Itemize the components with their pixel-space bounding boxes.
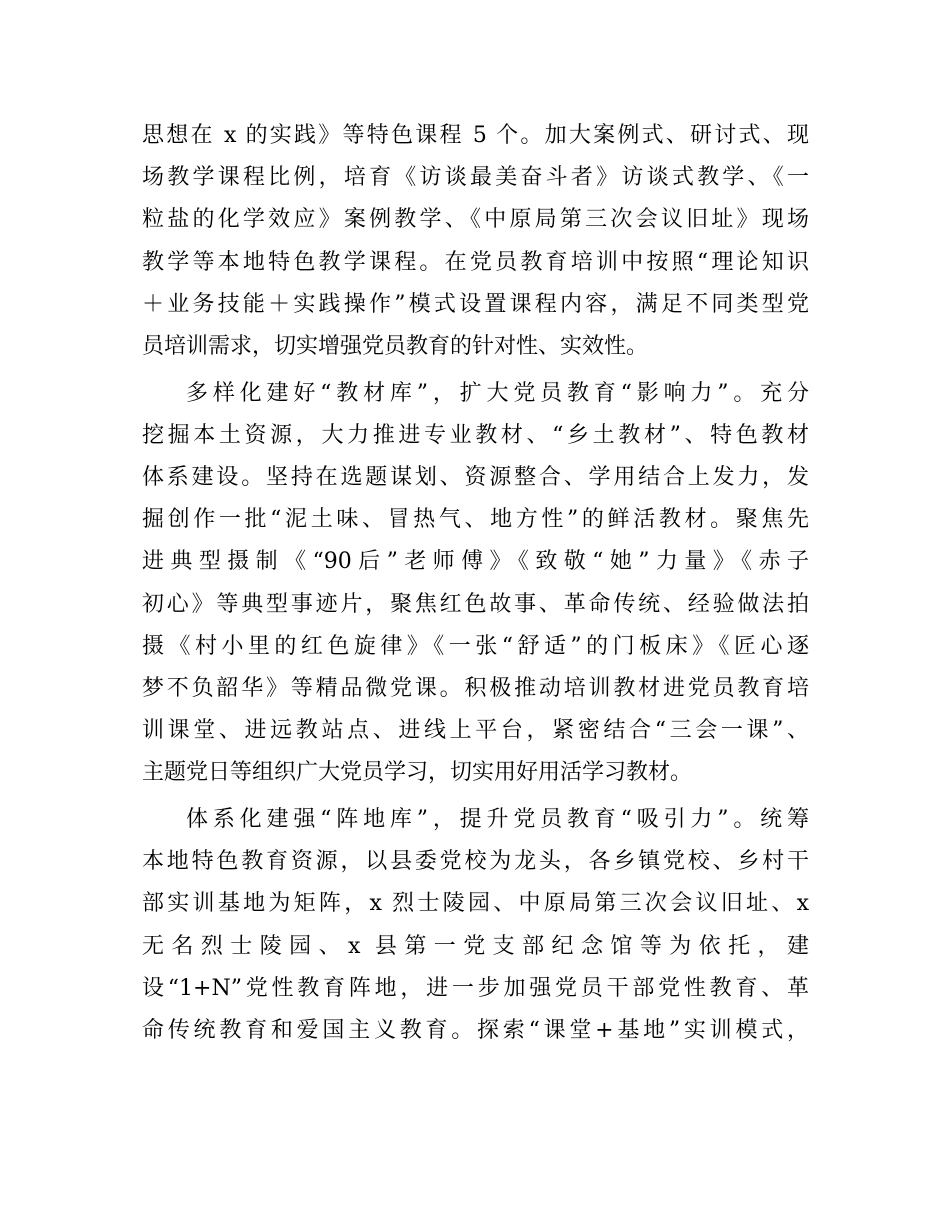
document-body bbox=[142, 115, 809, 1052]
text-line: 粒盐的化学效应》案例教学、《中原局第三次会议旧址》现场 bbox=[142, 207, 809, 233]
text-line: 梦不负韶华》等精品微党课。积极推动培训教材进党员教育培 bbox=[142, 675, 809, 701]
text-line: 教学等本地特色教学课程。在党员教育培训中按照“理论知识 bbox=[142, 249, 809, 275]
text-line: 本地特色教育资源，以县委党校为龙头，各乡镇党校、乡村干 bbox=[142, 849, 809, 875]
text-line: 初心》等典型事迹片，聚焦红色故事、革命传统、经验做法拍 bbox=[142, 591, 809, 617]
paragraph-2 bbox=[142, 373, 809, 795]
text-line: 挖掘本土资源，大力推进专业教材、“乡土教材”、特色教材 bbox=[142, 422, 809, 448]
text-line: 主题党日等组织广大党员学习，切实用好用活学习教材。 bbox=[142, 760, 693, 786]
text-line: 场教学课程比例，培育《访谈最美奋斗者》访谈式教学、《一 bbox=[142, 165, 809, 191]
text-line: 命传统教育和爱国主义教育。探索“课堂+基地”实训模式， bbox=[142, 1017, 809, 1043]
text-line: 多样化建好“教材库”，扩大党员教育“影响力”。充分 bbox=[186, 380, 809, 406]
text-line: 训课堂、进远教站点、进线上平台，紧密结合“三会一课”、 bbox=[142, 718, 809, 744]
text-line: 无名烈士陵园、x 县第一党支部纪念馆等为依托，建 bbox=[142, 933, 809, 959]
text-line: 体系化建强“阵地库”，提升党员教育“吸引力”。统筹 bbox=[186, 807, 809, 832]
text-line: 思想在 x 的实践》等特色课程 5 个。加大案例式、研讨式、现 bbox=[142, 123, 809, 148]
text-line: 设“1+N”党性教育阵地，进一步加强党员干部党性教育、革 bbox=[142, 975, 809, 1001]
text-line: 进典型摄制《“90后”老师傅》《致敬“她”力量》《赤子 bbox=[142, 549, 809, 575]
text-line: 掘创作一批“泥土味、冒热气、地方性”的鲜活教材。聚焦先 bbox=[142, 507, 809, 533]
text-line: 摄《村小里的红色旋律》《一张“舒适”的门板床》《匠心逐 bbox=[142, 633, 809, 659]
text-line: 员培训需求，切实增强党员教育的针对性、实效性。 bbox=[142, 333, 649, 359]
text-line: 体系建设。坚持在选题谋划、资源整合、学用结合上发力，发 bbox=[142, 465, 809, 490]
paragraph-1 bbox=[142, 115, 809, 368]
paragraph-3 bbox=[142, 799, 809, 1052]
text-line: 部实训基地为矩阵，x 烈士陵园、中原局第三次会议旧址、x bbox=[142, 891, 809, 917]
text-line: ＋业务技能＋实践操作”模式设置课程内容，满足不同类型党 bbox=[142, 291, 809, 317]
